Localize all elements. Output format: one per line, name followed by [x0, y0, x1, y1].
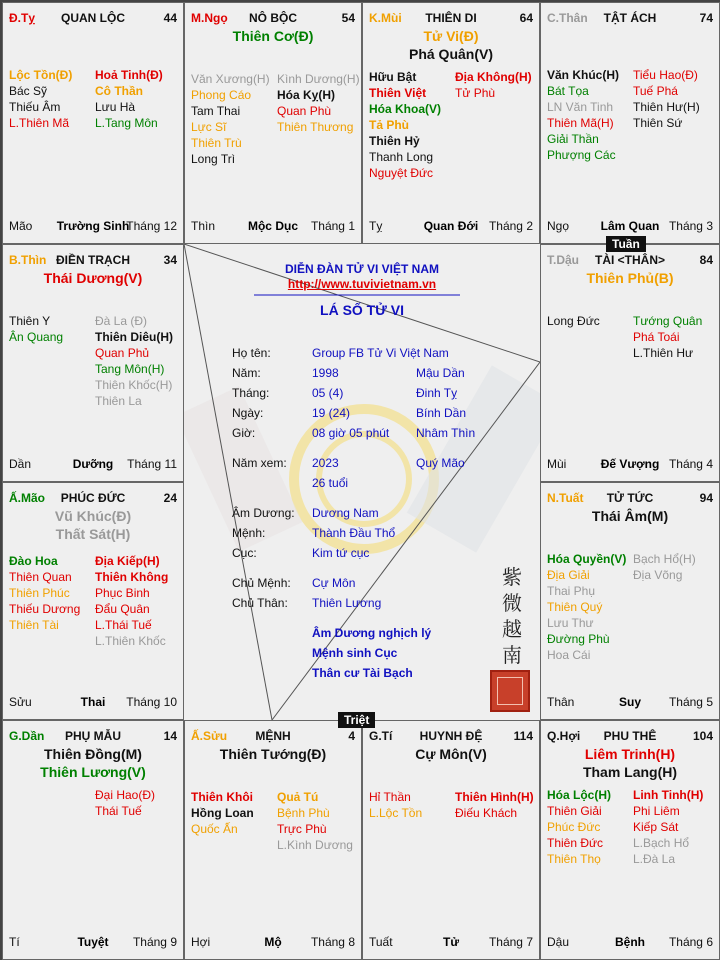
minor-star: Bác Sỹ	[9, 84, 48, 98]
palace-header	[547, 253, 713, 269]
minor-stars-left	[9, 67, 72, 131]
palace-footer	[9, 219, 177, 235]
minor-star: Đà La (Đ)	[95, 314, 148, 328]
palace-ty[interactable]	[2, 2, 184, 244]
palace-age: 14	[163, 729, 177, 743]
red-seal-stamp	[490, 670, 530, 712]
palace-stem: B.Thìn	[9, 253, 47, 267]
minor-star: Quan Phù	[277, 104, 332, 118]
minor-star: Đường Phù	[547, 632, 610, 646]
minor-star: Thiên Thương	[277, 120, 354, 134]
minor-stars-right	[455, 789, 534, 821]
palace-mao[interactable]	[2, 482, 184, 720]
decade-branch: Mùi	[547, 457, 567, 471]
minor-star: Địa Không(H)	[455, 70, 532, 84]
main-star: Liêm Trinh(H)	[584, 746, 676, 762]
minor-star: Bệnh Phù	[277, 806, 330, 820]
main-star: Tử Vi(Đ)	[423, 28, 479, 44]
minor-star: Thanh Long	[369, 150, 434, 164]
palace-footer	[547, 935, 713, 951]
palace-footer	[9, 935, 177, 951]
minor-star: Tử Phù	[455, 86, 496, 100]
palace-age: 74	[699, 11, 713, 25]
minor-star: Đẩu Quân	[95, 602, 150, 616]
palace-stem: C.Thân	[547, 11, 588, 25]
palace-age: 34	[163, 253, 177, 267]
palace-suu[interactable]	[184, 720, 362, 960]
decade-branch: Tuất	[369, 935, 393, 949]
palace-age: 104	[692, 729, 713, 743]
life-stage: Đế Vượng	[600, 457, 660, 471]
minor-star: L.Tang Môn	[95, 116, 158, 130]
palace-header	[191, 11, 355, 27]
minor-star: Quan Phủ	[95, 346, 150, 360]
palace-month: Tháng 11	[127, 457, 177, 471]
minor-star: Thiên Mã(H)	[547, 116, 614, 130]
minor-star: Thiên Sứ	[633, 116, 683, 130]
minor-star: Hoả Tinh(Đ)	[95, 68, 163, 82]
palace-header	[9, 729, 177, 745]
minor-stars-right	[277, 789, 353, 853]
minor-star: Bạch Hổ(H)	[633, 552, 696, 566]
minor-star: Thiên Tài	[9, 618, 59, 632]
palace-name: MỆNH	[255, 729, 291, 743]
minor-star: Kiếp Sát	[633, 820, 679, 834]
life-stage: Tuyệt	[77, 935, 109, 949]
minor-stars-left	[191, 71, 270, 167]
minor-star: Hữu Bật	[369, 70, 417, 84]
minor-star: Thiếu Dương	[9, 602, 81, 616]
palace-month: Tháng 8	[310, 935, 355, 949]
palace-header	[547, 11, 713, 27]
palace-name: TẬT ÁCH	[603, 11, 657, 25]
minor-star: Địa Võng	[633, 568, 683, 582]
palace-name: ĐIỀN TRẠCH	[56, 253, 130, 267]
palace-footer	[547, 457, 713, 473]
main-star: Thiên Tướng(Đ)	[219, 746, 327, 762]
minor-stars-right	[95, 553, 168, 649]
minor-star: Thiên Hư(H)	[633, 100, 700, 114]
minor-star: Thiên Giải	[547, 804, 602, 818]
minor-star: Cô Thần	[95, 84, 143, 98]
palace-header	[369, 11, 533, 27]
palace-age: 54	[341, 11, 355, 25]
palace-name: NÔ BỘC	[249, 11, 297, 25]
palace-thin[interactable]	[2, 244, 184, 482]
life-stage: Lâm Quan	[600, 219, 660, 233]
palace-month: Tháng 12	[126, 219, 177, 233]
palace-footer	[191, 219, 355, 235]
main-star: Cự Môn(V)	[415, 746, 487, 762]
minor-star: Hỉ Thần	[369, 790, 411, 804]
minor-star: Thiên Khốc(H)	[95, 378, 173, 392]
minor-star: Bát Tọa	[547, 84, 589, 98]
palace-name: THIÊN DI	[425, 11, 477, 25]
minor-star: Thiên Khôi	[191, 790, 253, 804]
minor-stars-right	[95, 313, 173, 409]
palace-month: Tháng 3	[668, 219, 713, 233]
main-star: Thiên Đồng(M)	[44, 746, 142, 762]
palace-name: TÀI <THÂN>	[594, 253, 665, 267]
minor-star: Lộc Tồn(Đ)	[9, 68, 73, 82]
palace-age: 24	[163, 491, 177, 505]
minor-star: Phong Cáo	[191, 88, 252, 102]
minor-star: Lực Sĩ	[191, 120, 227, 134]
minor-star: Thiên Đức	[547, 836, 604, 850]
palace-tuat[interactable]	[540, 482, 720, 720]
palace-footer	[369, 219, 533, 235]
palace-age: 84	[699, 253, 713, 267]
life-stage: Suy	[618, 695, 641, 709]
minor-star: L.Bạch Hổ	[633, 836, 690, 850]
palace-ti[interactable]	[362, 720, 540, 960]
minor-star: Quả Tú	[277, 790, 319, 804]
decade-branch: Hợi	[191, 935, 211, 949]
main-star: Tham Lang(H)	[582, 764, 678, 780]
palace-header	[369, 729, 533, 745]
palace-stem: Ấ.Sửu	[191, 729, 228, 743]
minor-stars-right	[633, 313, 702, 361]
minor-star: L.Thiên Mã	[9, 116, 70, 130]
palace-footer	[547, 219, 713, 235]
palace-month: Tháng 1	[310, 219, 355, 233]
minor-stars-left	[547, 67, 619, 163]
minor-star: L.Đà La	[633, 852, 676, 866]
palace-stem: K.Mùi	[369, 11, 402, 25]
main-star: Phá Quân(V)	[408, 46, 493, 62]
palace-month: Tháng 2	[488, 219, 533, 233]
life-stage: Thai	[80, 695, 106, 709]
palace-header	[9, 253, 177, 269]
decade-branch: Dậu	[547, 935, 570, 949]
palace-month: Tháng 5	[668, 695, 713, 709]
minor-stars-right	[633, 787, 703, 867]
palace-header	[9, 11, 177, 27]
life-stage: Trường Sinh	[56, 219, 130, 233]
minor-stars-left	[369, 789, 422, 821]
palace-name: TỬ TỨC	[606, 491, 654, 505]
triet-marker: Triệt	[338, 712, 375, 728]
life-stage: Tử	[442, 935, 460, 949]
chart-title: LÁ SỐ TỬ VI	[320, 302, 404, 318]
decade-branch: Sửu	[9, 695, 32, 709]
minor-star: Thiên Quý	[547, 600, 603, 614]
minor-star: L.Thái Tuế	[95, 618, 152, 632]
palace-stem: Q.Hợi	[547, 729, 581, 743]
palace-stem: Ấ.Mão	[9, 491, 45, 505]
minor-star: Long Trì	[191, 152, 236, 166]
life-stage: Bệnh	[615, 935, 645, 949]
palace-mui[interactable]	[362, 2, 540, 244]
minor-star: Hóa Quyền(V)	[547, 552, 627, 566]
palace-stem: G.Tí	[369, 729, 393, 743]
note-menh-cuc: Mệnh sinh Cục	[312, 646, 398, 660]
minor-star: L.Thiên Hư	[633, 346, 694, 360]
palace-header	[547, 729, 713, 745]
minor-star: Thiên Hỷ	[369, 134, 420, 148]
minor-stars-left	[547, 313, 600, 329]
palace-header	[547, 491, 713, 507]
palace-stem: Đ.Tỵ	[9, 11, 36, 25]
palace-age: 114	[513, 729, 533, 743]
main-star: Thiên Cơ(Đ)	[232, 28, 314, 44]
minor-star: Thiên Việt	[369, 86, 427, 100]
minor-star: Tuế Phá	[633, 84, 678, 98]
minor-star: Tiểu Hao(Đ)	[633, 68, 698, 82]
tuan-marker: Tuần	[606, 236, 646, 252]
calligraphy: 紫 微 越 南	[502, 565, 522, 667]
palace-age: 64	[519, 11, 533, 25]
life-stage: Dưỡng	[72, 457, 114, 471]
minor-star: Thái Tuế	[95, 804, 142, 818]
minor-star: Thai Phụ	[547, 584, 596, 598]
minor-star: Phượng Các	[547, 148, 616, 162]
minor-star: Hoa Cái	[547, 648, 591, 662]
decade-branch: Thân	[547, 695, 575, 709]
forum-url[interactable]: http://www.tuvivietnam.vn	[287, 277, 437, 291]
minor-star: Lưu Thư	[547, 616, 594, 630]
palace-stem: G.Dần	[9, 729, 45, 743]
life-stage: Mộ	[264, 935, 282, 949]
palace-name: PHU THÊ	[603, 729, 657, 743]
main-star: Thất Sát(H)	[55, 526, 131, 542]
palace-month: Tháng 4	[668, 457, 713, 471]
minor-stars-left	[9, 553, 80, 633]
minor-star: Ân Quang	[9, 330, 64, 344]
minor-star: Thiên Thọ	[547, 852, 601, 866]
palace-age: 44	[163, 11, 177, 25]
minor-star: Lưu Hà	[95, 100, 136, 114]
minor-star: Thiên La	[95, 394, 142, 408]
main-star: Vũ Khúc(Đ)	[54, 508, 132, 524]
decade-branch: Mão	[9, 219, 33, 233]
palace-stem: T.Dậu	[547, 253, 580, 267]
palace-month: Tháng 10	[126, 695, 177, 709]
decade-branch: Ngọ	[547, 219, 570, 233]
minor-star: L.Thiên Khốc	[95, 634, 166, 648]
palace-hoi[interactable]	[540, 720, 720, 960]
palace-footer	[369, 935, 533, 951]
palace-name: QUAN LỘC	[61, 11, 125, 25]
minor-star: Đào Hoa	[9, 554, 58, 568]
minor-star: Phi Liêm	[633, 804, 680, 818]
palace-ngo[interactable]	[184, 2, 362, 244]
minor-star: Hóa Kỵ(H)	[277, 88, 336, 102]
minor-star: Phục Binh	[95, 586, 150, 600]
note-than-cu: Thân cư Tài Bạch	[312, 666, 413, 680]
minor-star: L.Kình Dương	[277, 838, 353, 852]
main-star: Thái Âm(M)	[591, 508, 669, 524]
palace-footer	[191, 935, 355, 951]
minor-stars-left	[369, 69, 441, 181]
minor-star: Đại Hao(Đ)	[95, 788, 156, 802]
palace-month: Tháng 6	[668, 935, 713, 949]
minor-star: Hóa Lộc(H)	[547, 788, 611, 802]
minor-star: Văn Xương(H)	[191, 72, 270, 86]
minor-star: Thiên Trù	[191, 136, 242, 150]
palace-stem: M.Ngọ	[191, 11, 228, 25]
minor-star: Tướng Quân	[633, 314, 703, 328]
minor-star: Thiên Quan	[9, 570, 72, 584]
minor-star: Thiên Hình(H)	[455, 790, 534, 804]
decade-branch: Thìn	[191, 219, 216, 233]
minor-star: Điếu Khách	[455, 806, 518, 820]
palace-header	[191, 729, 355, 745]
minor-star: Địa Kiếp(H)	[95, 554, 160, 568]
decade-branch: Tỵ	[369, 219, 383, 233]
minor-star: Giải Thần	[547, 132, 599, 146]
minor-star: Địa Giải	[547, 568, 590, 582]
minor-star: Thiên Không	[95, 570, 169, 584]
palace-name: HUYNH ĐỆ	[419, 729, 483, 743]
life-stage: Quan Đới	[423, 219, 479, 233]
minor-star: Hóa Khoa(V)	[369, 102, 441, 116]
minor-stars-left	[191, 789, 254, 837]
minor-star: Phúc Đức	[547, 820, 601, 834]
minor-stars-right	[95, 67, 163, 131]
minor-stars-right	[455, 69, 532, 101]
life-stage: Mộc Dục	[247, 219, 298, 233]
palace-name: PHÚC ĐỨC	[60, 491, 126, 505]
note-amduong: Âm Dương nghịch lý	[312, 626, 432, 640]
palace-footer	[9, 695, 177, 711]
minor-star: Linh Tinh(H)	[633, 788, 704, 802]
minor-star: Phá Toái	[633, 330, 680, 344]
palace-dan[interactable]	[2, 720, 184, 960]
main-star: Thiên Lương(V)	[40, 764, 146, 780]
minor-stars-right	[95, 787, 155, 819]
minor-star: Thiên Diêu(H)	[95, 330, 173, 344]
minor-star: Thiên Y	[9, 314, 51, 328]
minor-star: Văn Khúc(H)	[547, 68, 619, 82]
minor-star: Tang Môn(H)	[95, 362, 165, 376]
chart-center: DIỄN ĐÀN TỬ VI VIỆT NAM http://www.tuvivietnam.vn LÁ SỐ TỬ VI Họ tên: Group FB Tử Vi Việt Nam Năm: 1998 Mậu Dần Tháng: 05 (4) Đinh Tỵ Ngày: 19 (24) Bính Dần Giờ: 08 giờ 05 phút Nhâm Thìn Năm xem: 2023 Quý Mão 26 tuổi Âm Dương: Dương Nam Mệnh: Thành Đầu Thổ Cục: Kim tứ cục Chủ Mệnh: Cự Môn Chủ Thân: Thiên Lương Âm Dương nghịch lý Mệnh sinh Cục Thân cư Tài Bạch 紫 微 越 南	[184, 244, 540, 720]
minor-star: Hồng Loan	[191, 806, 254, 820]
decade-branch: Tí	[9, 935, 20, 949]
minor-star: Thiên Phúc	[9, 586, 70, 600]
decade-branch: Dần	[9, 457, 32, 471]
minor-stars-right	[633, 67, 700, 131]
minor-star: Thiếu Âm	[9, 100, 61, 114]
palace-month: Tháng 9	[132, 935, 177, 949]
palace-footer	[547, 695, 713, 711]
minor-stars-left	[9, 313, 63, 345]
minor-stars-right	[277, 71, 360, 135]
main-star: Thiên Phủ(B)	[586, 270, 674, 286]
main-star: Thái Dương(V)	[43, 270, 143, 286]
palace-than[interactable]	[540, 2, 720, 244]
palace-month: Tháng 7	[488, 935, 533, 949]
palace-age: 4	[348, 729, 355, 743]
minor-star: Quốc Ấn	[191, 822, 238, 836]
minor-star: Trực Phù	[277, 822, 327, 836]
forum-name: DIỄN ĐÀN TỬ VI VIỆT NAM	[285, 262, 439, 276]
palace-dau[interactable]	[540, 244, 720, 482]
minor-stars-right	[633, 551, 696, 583]
palace-header	[9, 491, 177, 507]
palace-name: PHỤ MẪU	[65, 729, 121, 743]
palace-stem: N.Tuất	[547, 491, 584, 505]
minor-stars-left	[547, 787, 611, 867]
minor-star: Long Đức	[547, 314, 600, 328]
palace-footer	[9, 457, 177, 473]
minor-stars-left	[547, 551, 626, 663]
minor-star: Nguyệt Đức	[369, 166, 434, 180]
palace-age: 94	[699, 491, 713, 505]
minor-star: Kình Dương(H)	[277, 72, 360, 86]
minor-star: Tam Thai	[191, 104, 241, 118]
minor-star: Tả Phù	[369, 118, 410, 132]
minor-star: LN Văn Tinh	[547, 100, 614, 114]
minor-star: L.Lộc Tồn	[369, 806, 423, 820]
